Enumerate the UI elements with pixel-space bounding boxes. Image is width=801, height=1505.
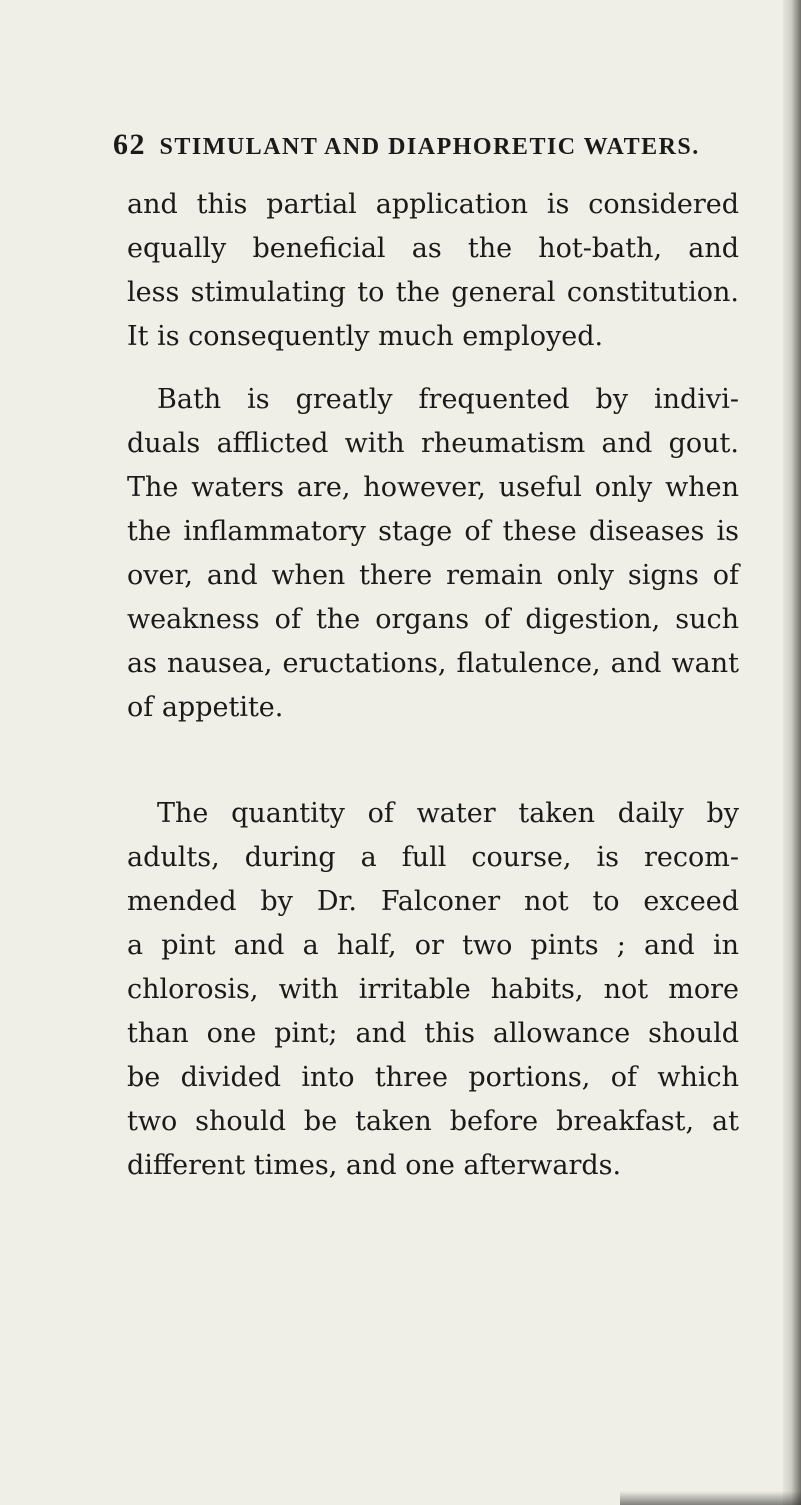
text-line: than one pint; and this allowance should [127,1018,739,1049]
text-line: Bath is greatly frequented by indivi- [157,384,739,415]
text-line: duals afflicted with rheumatism and gout. [127,428,739,459]
running-header [113,128,700,162]
text-line: It is consequently much employed. [127,321,604,352]
paragraph-1 [127,183,739,359]
page-edge-shadow [783,0,801,1505]
text-line: adults, during a full course, is recom- [127,842,739,873]
page-number: 62 [113,128,146,161]
paragraph-2 [127,378,739,730]
text-line: over, and when there remain only signs of [127,560,739,591]
text-line: a pint and a half, or two pints ; and in [127,930,739,961]
text-line: different times, and one afterwards. [127,1150,622,1181]
text-line: less stimulating to the general constitution. [127,277,739,308]
text-line: The quantity of water taken daily by [157,798,739,829]
text-line: chlorosis, with irritable habits, not more [127,974,739,1005]
text-line: as nausea, eructations, flatulence, and want [127,648,739,679]
running-title: STIMULANT AND DIAPHORETIC WATERS. [159,134,700,160]
paragraph-3 [127,792,739,1188]
text-line: the inflammatory stage of these diseases is [127,516,739,547]
text-line: be divided into three portions, of which [127,1062,739,1093]
text-line: weakness of the organs of digestion, such [127,604,739,635]
text-line: of appetite. [127,692,284,723]
text-line: The waters are, however, useful only when [127,472,739,503]
text-line: mended by Dr. Falconer not to exceed [127,886,739,917]
text-line: and this partial application is considered [127,189,739,220]
text-line: equally beneficial as the hot-bath, and [127,233,739,264]
text-line: two should be taken before breakfast, at [127,1106,739,1137]
bottom-edge-shadow [620,1491,801,1505]
